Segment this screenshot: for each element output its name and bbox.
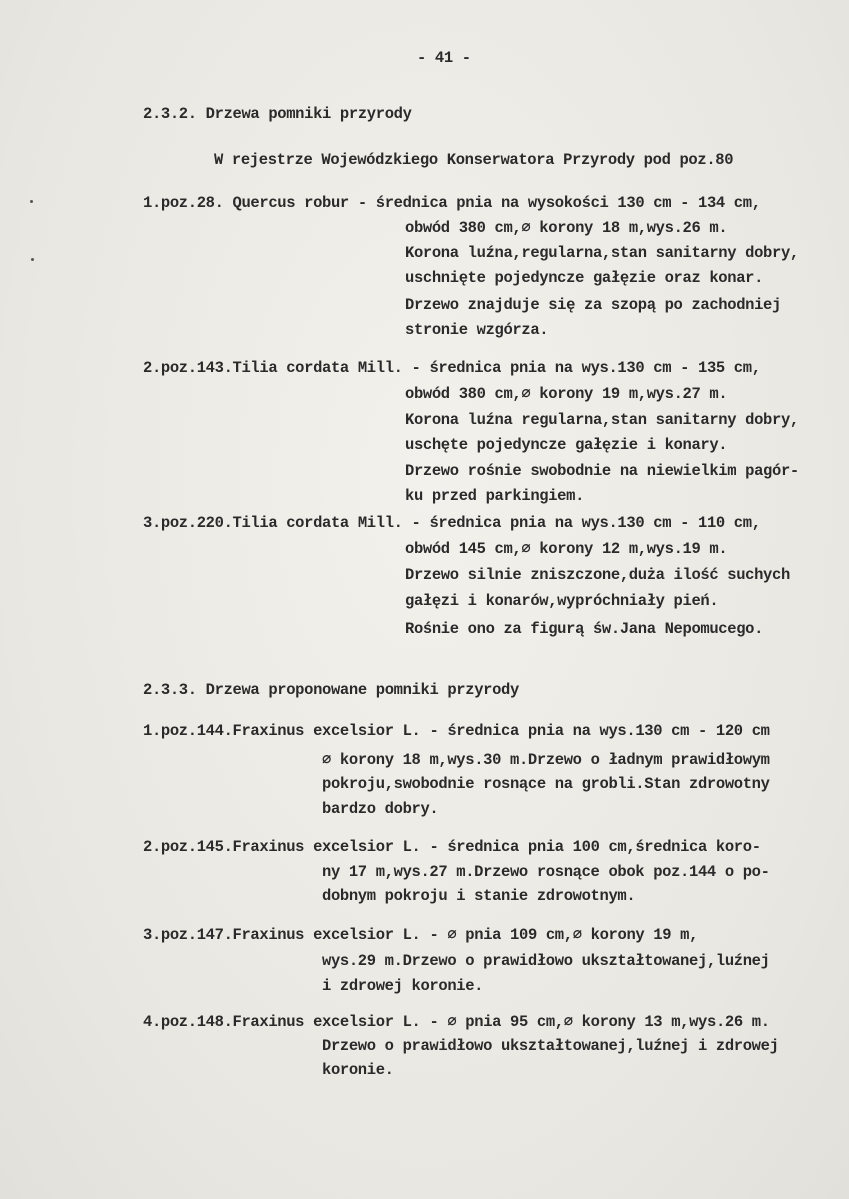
entry-line: uschnięte pojedyncze gałęzie oraz konar.	[405, 269, 764, 287]
entry-line: Drzewo znajduje się za szopą po zachodniej	[405, 296, 781, 314]
entry-line: pokroju,swobodnie rosnące na grobli.Stan zdrowotny	[322, 775, 770, 793]
entry-line: obwód 380 cm,∅ korony 18 m,wys.26 m.	[405, 219, 728, 237]
entry-line: dobnym pokroju i stanie zdrowotnym.	[322, 887, 636, 905]
entry-line: koronie.	[322, 1061, 394, 1079]
entry-line: obwód 145 cm,∅ korony 12 m,wys.19 m.	[405, 540, 728, 558]
entry-line: 3.poz.220.Tilia cordata Mill. - średnica pnia na wys.130 cm - 110 cm,	[143, 514, 761, 532]
entry-line: stronie wzgórza.	[405, 321, 549, 339]
entry-line: gałęzi i konarów,wypróchniały pień.	[405, 592, 719, 610]
entry-line: Drzewo silnie zniszczone,duża ilość suchych	[405, 566, 790, 584]
entry-line: ny 17 m,wys.27 m.Drzewo rosnące obok poz.144 o po-	[322, 863, 770, 881]
section-heading-natural-monuments: 2.3.2. Drzewa pomniki przyrody	[143, 105, 412, 123]
page-number: - 41 -	[417, 49, 471, 67]
entry-line: ku przed parkingiem.	[405, 487, 585, 505]
entry-line: bardzo dobry.	[322, 800, 439, 818]
entry-line: uschęte pojedyncze gałęzie i konary.	[405, 436, 728, 454]
scan-speck	[30, 200, 33, 203]
section-heading-proposed-monuments: 2.3.3. Drzewa proponowane pomniki przyrody	[143, 681, 519, 699]
entry-line: 1.poz.28. Quercus robur - średnica pnia na wysokości 130 cm - 134 cm,	[143, 194, 761, 212]
entry-line: Drzewo o prawidłowo ukształtowanej,luźnej i zdrowej	[322, 1037, 779, 1055]
entry-line: Korona luźna regularna,stan sanitarny dobry,	[405, 411, 799, 429]
entry-line: wys.29 m.Drzewo o prawidłowo ukształtowanej,luźnej	[322, 952, 770, 970]
entry-line: 4.poz.148.Fraxinus excelsior L. - ∅ pnia 95 cm,∅ korony 13 m,wys.26 m.	[143, 1013, 770, 1031]
entry-line: obwód 380 cm,∅ korony 19 m,wys.27 m.	[405, 385, 728, 403]
entry-line: 1.poz.144.Fraxinus excelsior L. - średnica pnia na wys.130 cm - 120 cm	[143, 722, 770, 740]
entry-line: i zdrowej koronie.	[322, 977, 484, 995]
scan-speck	[31, 258, 34, 261]
entry-line: 2.poz.143.Tilia cordata Mill. - średnica pnia na wys.130 cm - 135 cm,	[143, 359, 761, 377]
section-intro: W rejestrze Wojewódzkiego Konserwatora Przyrody pod poz.80	[214, 151, 734, 169]
entry-line: 3.poz.147.Fraxinus excelsior L. - ∅ pnia 109 cm,∅ korony 19 m,	[143, 926, 699, 944]
entry-line: ∅ korony 18 m,wys.30 m.Drzewo o ładnym prawidłowym	[322, 751, 770, 769]
entry-line: Korona luźna,regularna,stan sanitarny dobry,	[405, 244, 799, 262]
entry-line: Drzewo rośnie swobodnie na niewielkim pagór-	[405, 462, 799, 480]
entry-line: Rośnie ono za figurą św.Jana Nepomucego.	[405, 620, 764, 638]
entry-line: 2.poz.145.Fraxinus excelsior L. - średnica pnia 100 cm,średnica koro-	[143, 838, 761, 856]
